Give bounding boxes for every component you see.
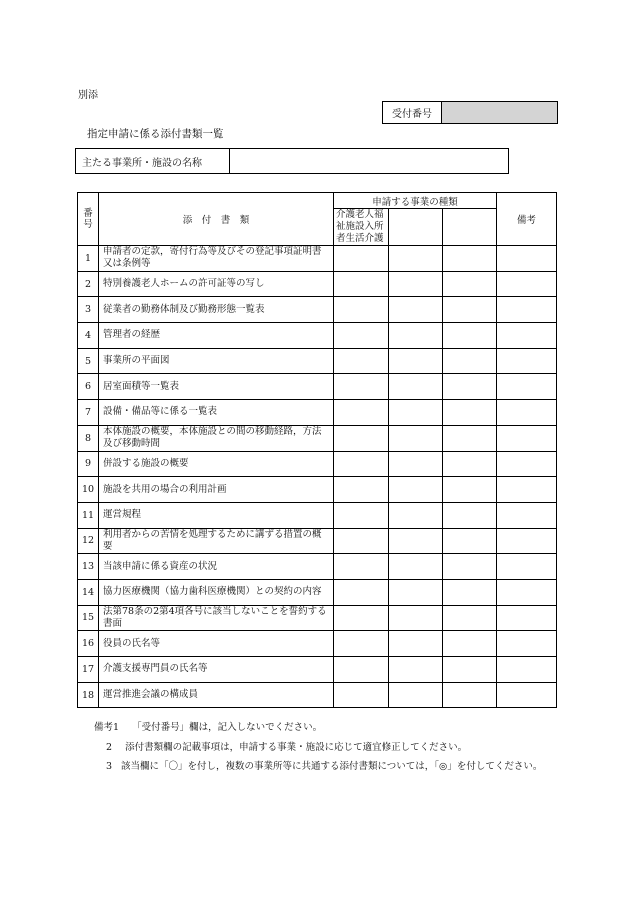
type-1-cell[interactable]	[334, 657, 389, 683]
header-type-3	[443, 209, 497, 246]
type-1-cell[interactable]	[334, 323, 389, 349]
row-document-name: 運営規程	[99, 502, 334, 528]
type-2-cell[interactable]	[389, 502, 443, 528]
facility-name-value	[230, 149, 508, 173]
row-document-name: 運営推進会議の構成員	[99, 682, 334, 708]
table-row	[78, 374, 557, 400]
type-3-cell[interactable]	[443, 477, 497, 503]
type-3-cell[interactable]	[443, 554, 497, 580]
type-3-cell[interactable]	[443, 579, 497, 605]
note-2-label: 2	[106, 742, 113, 753]
facility-name-label: 主たる事業所・施設の名称	[76, 149, 230, 173]
facility-name-box	[75, 148, 509, 174]
note-1-label: 備考1	[94, 722, 120, 733]
type-2-cell[interactable]	[389, 554, 443, 580]
type-2-cell[interactable]	[389, 528, 443, 554]
row-document-name: 当該申請に係る資産の状況	[99, 554, 334, 580]
type-2-cell[interactable]	[389, 477, 443, 503]
row-document-name: 申請者の定款，寄付行為等及びその登記事項証明書又は条例等	[99, 246, 334, 272]
type-3-cell[interactable]	[443, 682, 497, 708]
row-document-name: 本体施設の概要，本体施設との間の移動経路，方法及び移動時間	[99, 425, 334, 451]
row-number: 11	[78, 502, 99, 528]
table-row	[78, 400, 557, 426]
row-number: 7	[78, 400, 99, 426]
row-number: 16	[78, 631, 99, 657]
remarks-cell[interactable]	[497, 400, 557, 426]
row-document-name: 協力医療機関（協力歯科医療機関）との契約の内容	[99, 579, 334, 605]
remarks-cell[interactable]	[497, 502, 557, 528]
type-1-cell[interactable]	[334, 605, 389, 631]
type-2-cell[interactable]	[389, 425, 443, 451]
header-documents: 添 付 書 類	[99, 193, 334, 246]
row-number: 13	[78, 554, 99, 580]
header-remarks: 備考	[497, 193, 557, 246]
row-document-name: 併設する施設の概要	[99, 451, 334, 477]
type-2-cell[interactable]	[389, 451, 443, 477]
type-2-cell[interactable]	[389, 605, 443, 631]
type-2-cell[interactable]	[389, 323, 443, 349]
header-type-1: 介護老人福祉施設入所者生活介護	[334, 209, 389, 246]
type-1-cell[interactable]	[334, 425, 389, 451]
type-2-cell[interactable]	[389, 246, 443, 272]
row-number: 10	[78, 477, 99, 503]
header-type-2	[389, 209, 443, 246]
table-row	[78, 631, 557, 657]
type-1-cell[interactable]	[334, 579, 389, 605]
remarks-cell[interactable]	[497, 682, 557, 708]
type-1-cell[interactable]	[334, 246, 389, 272]
remarks-cell[interactable]	[497, 246, 557, 272]
receipt-number-label: 受付番号	[383, 102, 442, 123]
type-2-cell[interactable]	[389, 271, 443, 297]
remarks-cell[interactable]	[497, 579, 557, 605]
type-1-cell[interactable]	[334, 297, 389, 323]
remarks-cell[interactable]	[497, 323, 557, 349]
remarks-cell[interactable]	[497, 605, 557, 631]
type-3-cell[interactable]	[443, 502, 497, 528]
row-number: 4	[78, 323, 99, 349]
remarks-cell[interactable]	[497, 451, 557, 477]
type-3-cell[interactable]	[443, 631, 497, 657]
remarks-cell[interactable]	[497, 348, 557, 374]
type-3-cell[interactable]	[443, 323, 497, 349]
table-row	[78, 579, 557, 605]
type-2-cell[interactable]	[389, 631, 443, 657]
table-row	[78, 682, 557, 708]
type-3-cell[interactable]	[443, 528, 497, 554]
receipt-number-value	[442, 102, 557, 123]
row-number: 2	[78, 271, 99, 297]
note-1	[94, 719, 322, 733]
row-document-name: 役員の氏名等	[99, 631, 334, 657]
row-number: 9	[78, 451, 99, 477]
row-document-name: 介護支援専門員の氏名等	[99, 657, 334, 683]
row-document-name: 事業所の平面図	[99, 348, 334, 374]
row-document-name: 法第78条の2第4項各号に該当しないことを誓約する書面	[99, 605, 334, 631]
remarks-cell[interactable]	[497, 271, 557, 297]
remarks-cell[interactable]	[497, 528, 557, 554]
page-title: 指定申請に係る添付書類一覧	[87, 128, 224, 140]
note-3	[106, 757, 554, 776]
remarks-cell[interactable]	[497, 477, 557, 503]
type-2-cell[interactable]	[389, 297, 443, 323]
type-1-cell[interactable]	[334, 631, 389, 657]
table-row	[78, 528, 557, 554]
table-row	[78, 477, 557, 503]
table-row	[78, 425, 557, 451]
row-number: 17	[78, 657, 99, 683]
row-number: 8	[78, 425, 99, 451]
type-2-cell[interactable]	[389, 374, 443, 400]
table-row	[78, 451, 557, 477]
type-2-cell[interactable]	[389, 579, 443, 605]
table-row	[78, 657, 557, 683]
type-3-cell[interactable]	[443, 246, 497, 272]
remarks-cell[interactable]	[497, 657, 557, 683]
type-1-cell[interactable]	[334, 451, 389, 477]
remarks-cell[interactable]	[497, 631, 557, 657]
type-1-cell[interactable]	[334, 477, 389, 503]
remarks-cell[interactable]	[497, 374, 557, 400]
type-1-cell[interactable]	[334, 374, 389, 400]
type-1-cell[interactable]	[334, 682, 389, 708]
note-2-text: 添付書類欄の記載事項は，申請する事業・施設に応じて適宜修正してください。	[125, 742, 468, 753]
table-row	[78, 605, 557, 631]
type-3-cell[interactable]	[443, 400, 497, 426]
type-1-cell[interactable]	[334, 400, 389, 426]
remarks-cell[interactable]	[497, 554, 557, 580]
row-number: 3	[78, 297, 99, 323]
row-document-name: 居室面積等一覧表	[99, 374, 334, 400]
receipt-number-box	[382, 101, 558, 124]
remarks-cell[interactable]	[497, 297, 557, 323]
header-application-types: 申請する事業の種類	[334, 193, 497, 209]
type-1-cell[interactable]	[334, 528, 389, 554]
header-number: 番号	[78, 193, 99, 246]
table-row	[78, 554, 557, 580]
table-row	[78, 246, 557, 272]
type-2-cell[interactable]	[389, 400, 443, 426]
type-1-cell[interactable]	[334, 502, 389, 528]
note-3-label: 3	[106, 761, 113, 772]
type-2-cell[interactable]	[389, 657, 443, 683]
row-document-name: 管理者の経歴	[99, 323, 334, 349]
row-number: 12	[78, 528, 99, 554]
table-row	[78, 323, 557, 349]
row-document-name: 利用者からの苦情を処理するために講ずる措置の概要	[99, 528, 334, 554]
type-3-cell[interactable]	[443, 657, 497, 683]
remarks-cell[interactable]	[497, 425, 557, 451]
table-row	[78, 348, 557, 374]
type-1-cell[interactable]	[334, 271, 389, 297]
table-row	[78, 502, 557, 528]
type-3-cell[interactable]	[443, 297, 497, 323]
type-3-cell[interactable]	[443, 605, 497, 631]
row-number: 1	[78, 246, 99, 272]
type-3-cell[interactable]	[443, 271, 497, 297]
table-row	[78, 297, 557, 323]
row-number: 6	[78, 374, 99, 400]
row-document-name: 従業者の勤務体制及び勤務形態一覧表	[99, 297, 334, 323]
type-3-cell[interactable]	[443, 425, 497, 451]
row-number: 18	[78, 682, 99, 708]
attachment-table	[77, 192, 557, 708]
row-document-name: 設備・備品等に係る一覧表	[99, 400, 334, 426]
row-number: 5	[78, 348, 99, 374]
row-document-name: 特別養護老人ホームの許可証等の写し	[99, 271, 334, 297]
attachment-label: 別添	[78, 90, 98, 101]
note-1-text: 「受付番号」欄は，記入しないでください。	[132, 722, 323, 733]
type-2-cell[interactable]	[389, 682, 443, 708]
note-3-text: 該当欄に「〇」を付し，複数の事業所等に共通する添付書類については，「◎」を付してください。	[121, 761, 543, 772]
type-3-cell[interactable]	[443, 451, 497, 477]
note-2	[106, 739, 467, 753]
row-document-name: 施設を共用の場合の利用計画	[99, 477, 334, 503]
row-number: 14	[78, 579, 99, 605]
type-3-cell[interactable]	[443, 348, 497, 374]
type-1-cell[interactable]	[334, 554, 389, 580]
type-1-cell[interactable]	[334, 348, 389, 374]
type-2-cell[interactable]	[389, 348, 443, 374]
table-row	[78, 271, 557, 297]
type-3-cell[interactable]	[443, 374, 497, 400]
row-number: 15	[78, 605, 99, 631]
